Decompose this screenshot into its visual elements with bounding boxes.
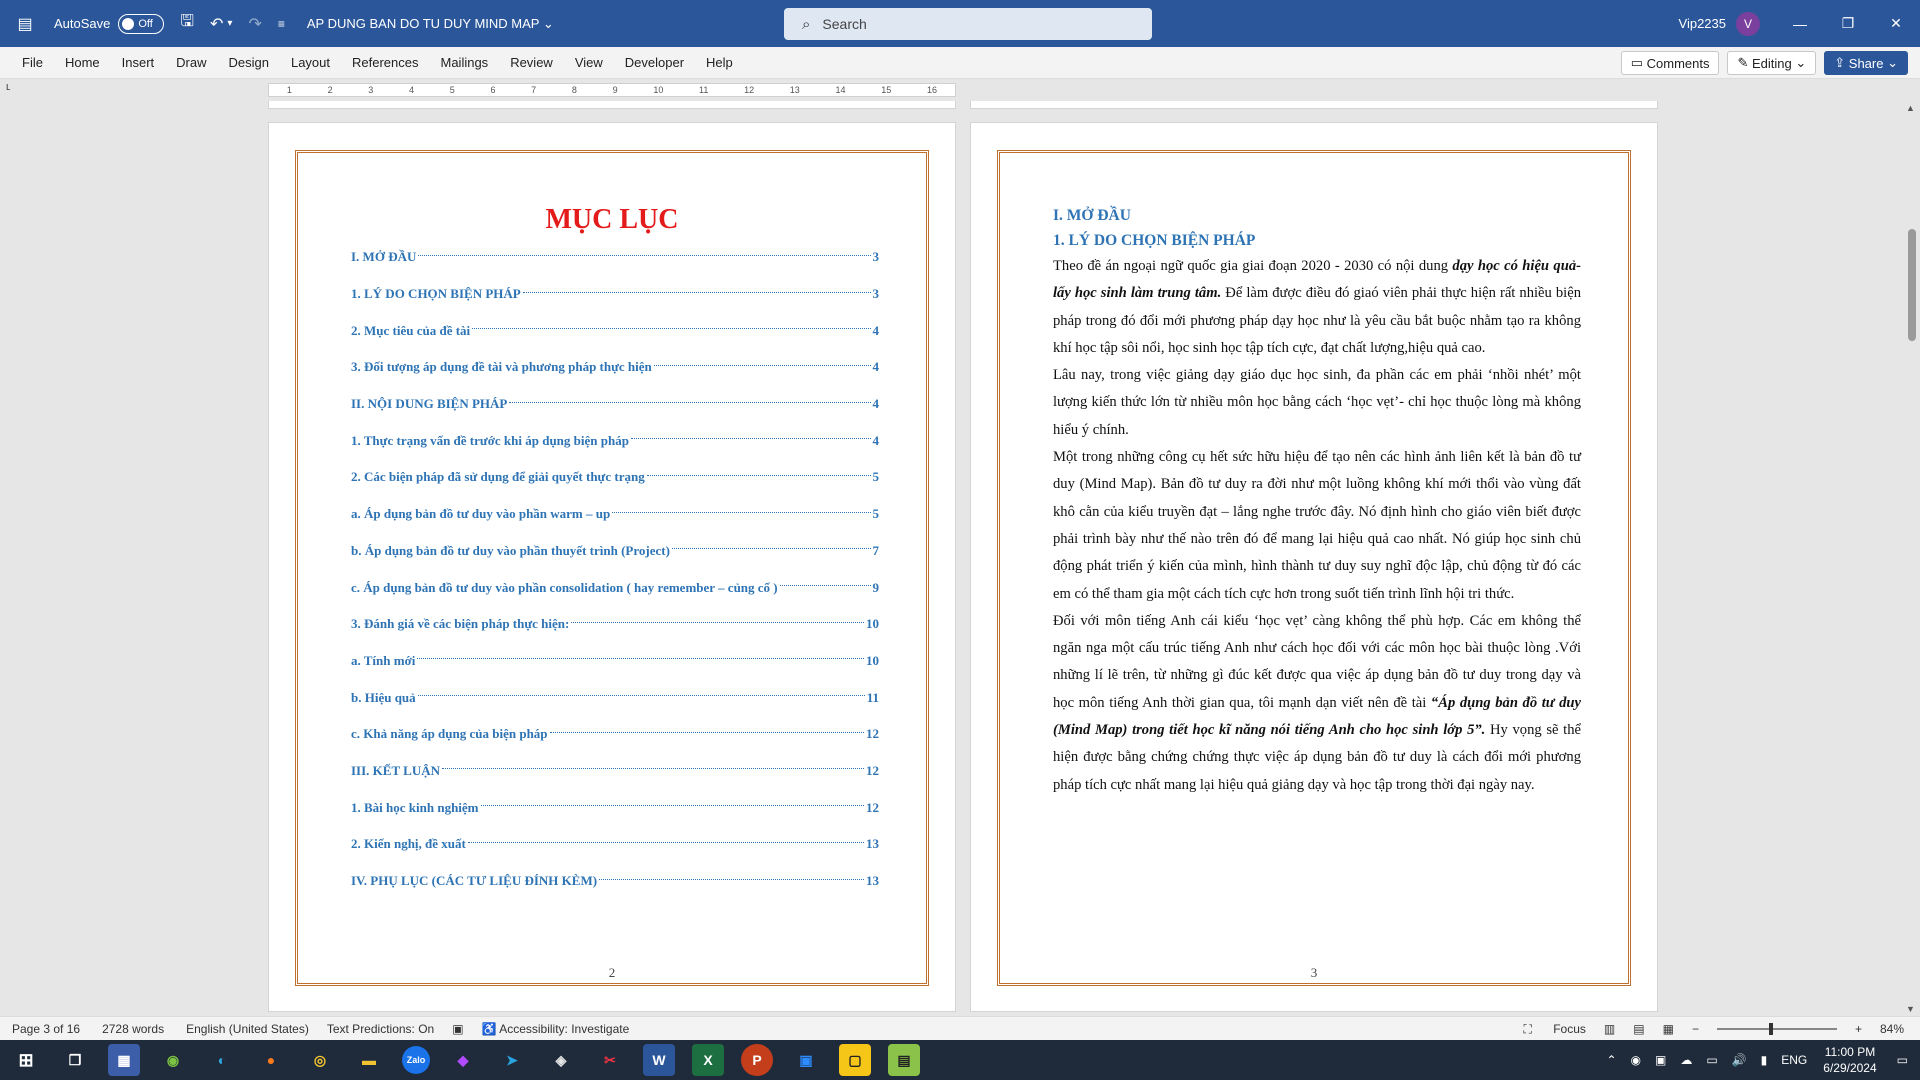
tab-insert[interactable]: Insert — [121, 55, 155, 70]
page-table-of-contents[interactable] — [268, 122, 956, 1012]
customize-toolbar-icon[interactable]: ≡ — [277, 16, 285, 31]
sticky-app-icon[interactable]: ▢ — [839, 1044, 871, 1076]
toc-leader-dots — [468, 842, 864, 843]
toc-entry[interactable] — [351, 789, 879, 826]
ruler-tick: 3 — [368, 85, 374, 95]
ruler-tick: 11 — [699, 85, 709, 95]
toc-entry-page: 13 — [866, 873, 879, 889]
tab-help[interactable]: Help — [706, 55, 733, 70]
restore-icon[interactable]: ❐ — [1841, 15, 1855, 31]
previous-page-right — [970, 101, 1658, 109]
toc-entry-page: 12 — [866, 726, 879, 742]
chevron-down-icon: ⌄ — [1883, 55, 1898, 70]
toc-entry-label: IV. PHỤ LỤC (CÁC TƯ LIỆU ĐÍNH KÈM) — [351, 873, 598, 889]
toc-entry[interactable] — [351, 753, 879, 790]
toc-entry[interactable] — [351, 606, 879, 643]
zoom-slider[interactable] — [1717, 1028, 1837, 1030]
toc-entry-label: III. KẾT LUẬN — [351, 762, 440, 778]
toc-entry[interactable] — [351, 239, 879, 276]
zoom-in-icon[interactable]: + — [1854, 1022, 1862, 1036]
chevron-down-icon: ⌄ — [542, 15, 554, 31]
focus-icon: ⛶ — [1523, 1021, 1536, 1036]
heading-section: I. MỞ ĐẦU — [1053, 207, 1131, 224]
toc-entry[interactable] — [351, 496, 879, 533]
page-border — [997, 150, 1631, 986]
print-layout-icon[interactable]: ▤ — [1633, 1022, 1645, 1036]
toc-leader-dots — [418, 695, 865, 696]
comments-button[interactable] — [1621, 51, 1720, 75]
meet-tray-icon[interactable]: ▣ — [1655, 1053, 1667, 1067]
toc-entry-label: 2. Kiến nghị, đề xuất — [351, 836, 466, 852]
toc-entry-page: 4 — [872, 432, 879, 448]
volume-icon[interactable]: 🔊 — [1731, 1053, 1747, 1067]
tab-draw[interactable]: Draw — [176, 55, 207, 70]
paragraph: Một trong những công cụ hết sức hữu hiệu để tạo nên các hình ảnh liên kết là bản đồ tư duy (Mind Map). Bản đồ tư duy ra đời như một luồng không khí mới thổi vào vùng đất khô cằn của kiểu truyền đạt – lắng nghe trước đây. Nó định hình cho giáo viên biết được phải trình bày như thế nào trên đó để mang lại hiệu quả cao nhất. Nó giúp học sinh chủ động phát triển ý kiến của mình, hình thành tư duy suy nghĩ độc lập, chủ động từ đó các em có thể tham gia một cách tích cực hơn trong suốt tiến trình lĩnh hội tri thức. — [1053, 449, 1581, 602]
zalo-icon[interactable]: Zalo — [402, 1046, 430, 1074]
clock-time: 11:00 PM — [1824, 1045, 1876, 1059]
editing-label: Editing — [1752, 55, 1792, 71]
ruler-tick: 8 — [571, 85, 577, 95]
toc-entry-label: 1. Thực trạng vấn đề trước khi áp dụng biện pháp — [351, 432, 629, 448]
autosave-label: AutoSave — [54, 16, 111, 31]
toc-leader-dots — [509, 402, 870, 403]
horizontal-ruler[interactable] — [268, 83, 956, 97]
toc-entry[interactable] — [351, 569, 879, 606]
toc-entry[interactable] — [351, 422, 879, 459]
toc-entry[interactable] — [351, 459, 879, 496]
toc-leader-dots — [631, 438, 871, 439]
ruler-area — [0, 79, 1920, 101]
toc-entry-label: a. Áp dụng bản đồ tư duy vào phần warm – up — [351, 506, 611, 522]
windows-taskbar — [0, 1040, 1920, 1080]
messenger-icon[interactable]: ◆ — [457, 1051, 469, 1068]
toc-entry-page: 5 — [872, 469, 879, 485]
word-count[interactable]: 2728 words — [102, 1021, 165, 1036]
network-icon[interactable]: ▭ — [1706, 1053, 1718, 1067]
telegram-icon[interactable]: ➤ — [506, 1051, 518, 1068]
toc-entry-page: 3 — [872, 249, 879, 265]
text-run: Để làm được điều đó giaó viên phải thực hiện rất nhiều biện pháp trong đó đổi mới phương pháp dạy học như là yêu cầu bắt buộc nhằm tạo ra không khí học tập sôi nổi, học sinh học tập tích cực, đạt chất lượng,hiệu quả cao. — [1053, 285, 1582, 356]
toc-title: MỤC LỤC — [545, 204, 679, 235]
accessibility-label: Accessibility: Investigate — [499, 1021, 630, 1036]
share-icon: ⇪ — [1834, 55, 1849, 70]
ruler-tick: 16 — [926, 85, 937, 95]
toc-entry-page: 7 — [872, 542, 879, 558]
chevron-up-icon[interactable]: ⌃ — [1606, 1053, 1617, 1067]
view-controls — [1487, 1017, 1904, 1041]
toc-entry[interactable] — [351, 826, 879, 863]
toc-entry-label: 3. Đối tượng áp dụng đề tài và phương pháp thực hiện — [351, 359, 652, 375]
word-app-icon[interactable]: ▤ — [17, 15, 33, 33]
page-body — [1053, 203, 1581, 799]
paragraph: Lâu nay, trong việc giảng dạy giáo dục học sinh, đa phần các em phải ‘nhồi nhét’ một lượng kiến thức lớn từ nhiều môn học bằng cách ‘học vẹt’- chỉ học thuộc lòng mà không hiểu ý chính. — [1053, 367, 1581, 438]
share-button[interactable] — [1824, 51, 1908, 75]
scroll-down-icon[interactable]: ▼ — [1906, 1004, 1915, 1014]
battery-icon[interactable]: ▮ — [1760, 1053, 1768, 1067]
scroll-up-icon[interactable]: ▲ — [1906, 103, 1915, 113]
tab-references[interactable]: References — [352, 55, 419, 70]
redo-icon[interactable]: ↷ — [248, 15, 262, 33]
search-icon: ⌕ — [802, 15, 811, 33]
ruler-tick: 5 — [449, 85, 455, 95]
toc-entry-page: 13 — [866, 836, 879, 852]
toggle-knob — [122, 18, 134, 30]
tab-view[interactable]: View — [574, 55, 603, 70]
toc-entry[interactable] — [351, 643, 879, 680]
ribbon-tabs — [0, 47, 1920, 79]
toc-entry-page: 3 — [872, 286, 879, 302]
language-indicator-tray[interactable]: ENG — [1781, 1053, 1808, 1067]
toc-leader-dots — [647, 475, 871, 476]
title-bar — [0, 0, 1920, 47]
toc-entry-page: 4 — [872, 322, 879, 338]
page-indicator[interactable]: Page 3 of 16 — [12, 1021, 81, 1036]
ruler-tick: 14 — [835, 85, 846, 95]
language-indicator[interactable]: English (United States) — [186, 1021, 309, 1036]
snipping-tool-icon[interactable]: ✂ — [604, 1051, 616, 1068]
comment-icon: ▭ — [1630, 55, 1647, 70]
text-run: Hy vọng sẽ thể hiện được bằng chứng chứng thực việc áp dụng bản đồ tư duy là cách đổi mới phương pháp tích cực nhất mang lại hiệu quả giảng dạy và học tập trong thời đại ngày nay. — [1053, 722, 1581, 793]
toc-entry-label: II. NỘI DUNG BIỆN PHÁP — [351, 396, 508, 412]
clock-date: 6/29/2024 — [1823, 1061, 1877, 1075]
share-label: Share — [1848, 55, 1884, 71]
accessibility-icon: ♿ — [481, 1021, 500, 1036]
paragraph — [1053, 608, 1581, 799]
toc-entry-page: 10 — [866, 616, 879, 632]
accessibility-status[interactable] — [482, 1022, 630, 1036]
ruler-tick: 2 — [327, 85, 333, 95]
user-name: Vip2235 — [1678, 16, 1726, 31]
toc-leader-dots — [612, 512, 870, 513]
toc-entry-label: c. Khả năng áp dụng của biện pháp — [351, 726, 548, 742]
toc-leader-dots — [418, 255, 870, 256]
system-tray — [1592, 1040, 1908, 1080]
firefox-icon[interactable]: ● — [266, 1052, 276, 1068]
autosave-control[interactable] — [54, 14, 164, 34]
chevron-down-icon: ⌄ — [1791, 55, 1807, 70]
toc-entry-label: 2. Mục tiêu của đề tài — [351, 322, 471, 338]
toc-entry[interactable] — [351, 386, 879, 423]
browser-app-icon[interactable]: ◉ — [166, 1051, 180, 1068]
window-controls — [1776, 0, 1920, 47]
page-number: 3 — [1310, 965, 1318, 980]
task-view-icon[interactable]: ❐ — [68, 1051, 82, 1068]
word-icon[interactable]: W — [643, 1044, 675, 1076]
toc-entry[interactable] — [351, 312, 879, 349]
save-icon[interactable]: 🖫 — [180, 13, 195, 30]
focus-button[interactable] — [1505, 1022, 1585, 1037]
edge-icon[interactable]: ◐ — [217, 1052, 227, 1068]
zoom-out-icon[interactable]: − — [1691, 1022, 1699, 1036]
document-title-text: AP DUNG BAN DO TU DUY MIND MAP — [306, 15, 540, 31]
toc-leader-dots — [550, 732, 864, 733]
minimize-icon[interactable]: — — [1793, 15, 1807, 32]
search-box[interactable] — [784, 8, 1152, 40]
toc-entry-page: 9 — [872, 579, 879, 595]
toc-leader-dots — [523, 292, 871, 293]
tab-layout[interactable]: Layout — [290, 55, 331, 70]
table-of-contents — [351, 239, 879, 899]
tab-review[interactable]: Review — [510, 55, 553, 70]
toc-entry[interactable] — [351, 679, 879, 716]
excel-icon[interactable]: X — [692, 1044, 724, 1076]
zoom-level[interactable]: 84% — [1879, 1022, 1904, 1036]
heading-subsection: 1. LÝ DO CHỌN BIỆN PHÁP — [1053, 232, 1256, 249]
text-run: Đối với môn tiếng Anh cái kiểu ‘học vẹt’ càng không thể phù hợp. Các em không thể ngăn nga một cấu trúc tiếng Anh như cách học đối với các môn học bài thuộc lòng .Với những lí lẽ trên, từ những gì đúc kết được qua việc áp dụng bản đồ tư duy trong dạy và học môn tiếng Anh thời gian qua, tôi mạnh dạn viết nên đề tài — [1053, 612, 1581, 711]
emphasis-text: “Áp dụng bản đồ tư duy (Mind Map) trong tiết học kĩ năng nói tiếng Anh cho học sinh lớp 5”. — [1053, 694, 1581, 739]
notification-icon[interactable]: ▭ — [1896, 1053, 1908, 1067]
toc-leader-dots — [571, 622, 864, 623]
autosave-toggle[interactable] — [118, 14, 164, 34]
zoom-app-icon[interactable]: ▣ — [799, 1051, 813, 1068]
ruler-tick: 9 — [612, 85, 618, 95]
proofing-icon[interactable]: ▣ — [452, 1021, 464, 1036]
vertical-scrollbar[interactable] — [1904, 101, 1920, 1016]
ruler-tick: 6 — [490, 85, 496, 95]
toc-entry[interactable] — [351, 716, 879, 753]
toc-leader-dots — [780, 585, 871, 586]
toc-entry-page: 5 — [872, 506, 879, 522]
page-number: 2 — [608, 965, 616, 980]
close-icon[interactable]: ✕ — [1890, 15, 1902, 31]
ruler-tick: 15 — [881, 85, 892, 95]
toc-entry-label: I. MỞ ĐẦU — [351, 249, 417, 265]
toc-entry[interactable] — [351, 349, 879, 386]
autosave-state: Off — [138, 17, 153, 30]
scrollbar-thumb[interactable] — [1908, 229, 1916, 341]
onedrive-icon[interactable]: ☁ — [1680, 1053, 1693, 1067]
tab-home[interactable]: Home — [64, 55, 100, 70]
page-border — [295, 150, 929, 986]
chrome-icon[interactable]: ◎ — [313, 1051, 327, 1068]
status-bar — [0, 1016, 1920, 1040]
toc-entry-page: 11 — [866, 689, 879, 705]
toc-entry-label: 1. LÝ DO CHỌN BIỆN PHÁP — [351, 286, 521, 302]
app-icon[interactable]: ◈ — [555, 1051, 567, 1068]
ruler-tick: 13 — [789, 85, 800, 95]
toc-entry-page: 4 — [872, 359, 879, 375]
pencil-icon: ✎ — [1737, 55, 1752, 70]
read-mode-icon[interactable]: ▥ — [1603, 1022, 1616, 1036]
toc-leader-dots — [442, 768, 864, 769]
tab-file[interactable]: File — [22, 55, 43, 70]
toc-leader-dots — [417, 658, 864, 659]
windows-start-icon[interactable]: ⊞ — [18, 1049, 34, 1070]
toc-entry-label: 1. Bài học kinh nghiệm — [351, 799, 479, 815]
undo-icon[interactable]: ↶ — [210, 15, 224, 33]
focus-label: Focus — [1553, 1021, 1586, 1036]
zoom-slider-thumb[interactable] — [1769, 1023, 1773, 1035]
toc-entry-label: a. Tính mới — [351, 652, 416, 668]
toc-entry-page: 12 — [866, 762, 879, 778]
toc-entry-label: b. Áp dụng bản đồ tư duy vào phần thuyết trình (Project) — [351, 542, 670, 558]
document-title[interactable] — [307, 16, 554, 32]
toc-entry[interactable] — [351, 276, 879, 313]
tab-design[interactable]: Design — [228, 55, 269, 70]
ruler-tick: 4 — [409, 85, 415, 95]
toc-leader-dots — [481, 805, 864, 806]
page-content[interactable] — [970, 122, 1658, 1012]
tab-mailings[interactable]: Mailings — [440, 55, 489, 70]
text-predictions[interactable]: Text Predictions: On — [326, 1021, 435, 1036]
toc-entry-label: c. Áp dụng bản đồ tư duy vào phần consolidation ( hay remember – củng cố ) — [351, 579, 778, 595]
toc-entry-page: 4 — [872, 396, 879, 412]
user-account[interactable] — [1679, 0, 1760, 47]
ruler-tick: 7 — [531, 85, 537, 95]
text-run: Theo đề án ngoại ngữ quốc gia giai đoạn 2020 - 2030 có nội dung — [1053, 258, 1453, 274]
tab-developer[interactable]: Developer — [624, 55, 685, 70]
editing-mode-button[interactable] — [1727, 51, 1816, 75]
tab-selector-icon[interactable]: ʟ — [6, 81, 11, 93]
ribbon-actions — [1613, 51, 1908, 75]
calculator-icon[interactable]: ▦ — [108, 1044, 140, 1076]
clock[interactable] — [1823, 1044, 1876, 1076]
ruler-tick: 12 — [744, 85, 755, 95]
toc-leader-dots — [654, 365, 871, 366]
notes-app-icon[interactable]: ▤ — [888, 1044, 920, 1076]
comments-label: Comments — [1646, 55, 1710, 71]
toc-leader-dots — [599, 879, 864, 880]
powerpoint-icon[interactable]: P — [741, 1044, 773, 1076]
paragraph — [1053, 253, 1581, 362]
document-canvas[interactable] — [0, 101, 1904, 1016]
undo-dropdown-icon[interactable]: ▾ — [227, 18, 233, 29]
ruler-tick: 1 — [286, 85, 292, 95]
toc-leader-dots — [672, 548, 871, 549]
toc-leader-dots — [472, 328, 870, 329]
previous-page-left — [268, 101, 956, 109]
toc-entry-label: 3. Đánh giá về các biện pháp thực hiện: — [351, 616, 570, 632]
ruler-tick: 10 — [653, 85, 664, 95]
toc-entry-label: b. Hiệu quả — [351, 689, 416, 705]
toc-entry-label: 2. Các biện pháp đã sử dụng để giải quyết thực trạng — [351, 469, 645, 485]
toc-entry[interactable] — [351, 863, 879, 900]
zalo-tray-icon[interactable]: ◉ — [1630, 1053, 1641, 1067]
toc-entry[interactable] — [351, 533, 879, 570]
avatar: V — [1736, 12, 1760, 36]
toc-entry-page: 12 — [866, 799, 879, 815]
toc-entry-page: 10 — [866, 652, 879, 668]
web-layout-icon[interactable]: ▦ — [1662, 1022, 1674, 1036]
emphasis-text: dạy học có hiệu quả- lấy học sinh làm trung tâm. — [1053, 258, 1582, 302]
file-explorer-icon[interactable]: ▬ — [362, 1052, 376, 1068]
search-placeholder: Search — [822, 16, 867, 32]
